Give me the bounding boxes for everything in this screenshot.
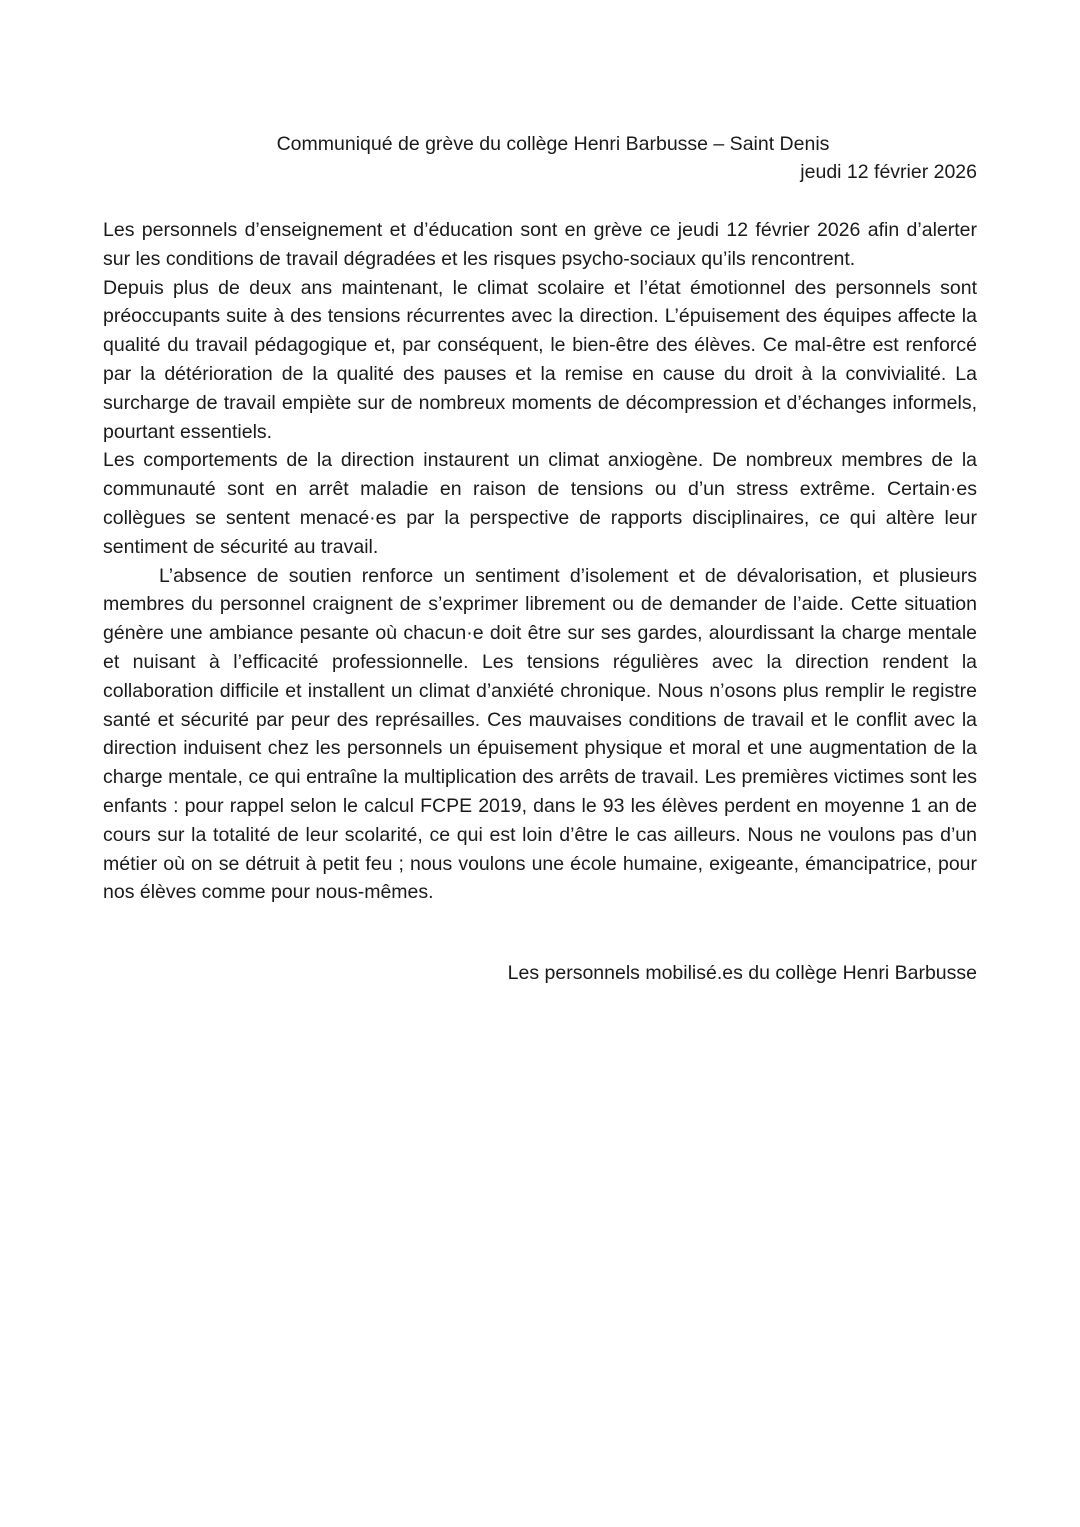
document-signature: Les personnels mobilisé.es du collège Henri Barbusse bbox=[507, 962, 977, 985]
document-title: Communiqué de grève du collège Henri Barbusse – Saint Denis bbox=[276, 133, 830, 155]
document-date: jeudi 12 février 2026 bbox=[800, 161, 977, 183]
paragraph-lack-of-support: L’absence de soutien renforce un sentiment d’isolement et de dévalorisation, et plusieurs membres du personnel craignent de s’exprimer librement ou de demander de l’aide. Cette situation génère une ambiance pesante où chacun·e doit être sur ses gardes, alourdissant la charge mentale et nuisant à l’efficacité professionnelle. Les tensions régulières avec la direction rendent la collaboration difficile et installent un climat d’anxiété chronique. Nous n’osons plus remplir le registre santé et sécurité par peur des représailles. Ces mauvaises conditions de travail et le conflit avec la direction induisent chez les personnels un épuisement physique et moral et une augmentation de la charge mentale, ce qui entraîne la multiplication des arrêts de travail. Les premières victimes sont les enfants : pour rappel selon le calcul FCPE 2019, dans le 93 les élèves perdent en moyenne 1 an de cours sur la totalité de leur scolarité, ce qui est loin d’être le cas ailleurs. Nous ne voulons pas d’un métier où on se détruit à petit feu ; nous voulons une école humaine, exigeante, émancipatrice, pour nos élèves comme pour nous-mêmes. bbox=[103, 564, 977, 904]
paragraph-strike-announcement: Les personnels d’enseignement et d’éducation sont en grève ce jeudi 12 février 2026 afin d’alerter sur les conditions de travail dégradées et les risques psycho-sociaux qu’ils rencontrent. bbox=[103, 219, 977, 270]
paragraph-school-climate: Depuis plus de deux ans maintenant, le climat scolaire et l’état émotionnel des personnels sont préoccupants suite à des tensions récurrentes avec la direction. L’épuisement des équipes affecte la qualité du travail pédagogique et, par conséquent, le bien-être des élèves. Ce mal-être est renforcé par la détérioration de la qualité des pauses et la remise en cause du droit à la convivialité. La surcharge de travail empiète sur de nombreux moments de décompression et d’échanges informels, pourtant essentiels. bbox=[103, 276, 977, 443]
document-page bbox=[103, 130, 977, 1007]
document-body bbox=[103, 216, 977, 907]
paragraph-management-behavior: Les comportements de la direction instaurent un climat anxiogène. De nombreux membres de la communauté sont en arrêt maladie en raison de tensions ou d’un stress extrême. Certain·es collègues se sentent menacé·es par la perspective de rapports disciplinaires, ce qui altère leur sentiment de sécurité au travail. bbox=[103, 449, 977, 558]
